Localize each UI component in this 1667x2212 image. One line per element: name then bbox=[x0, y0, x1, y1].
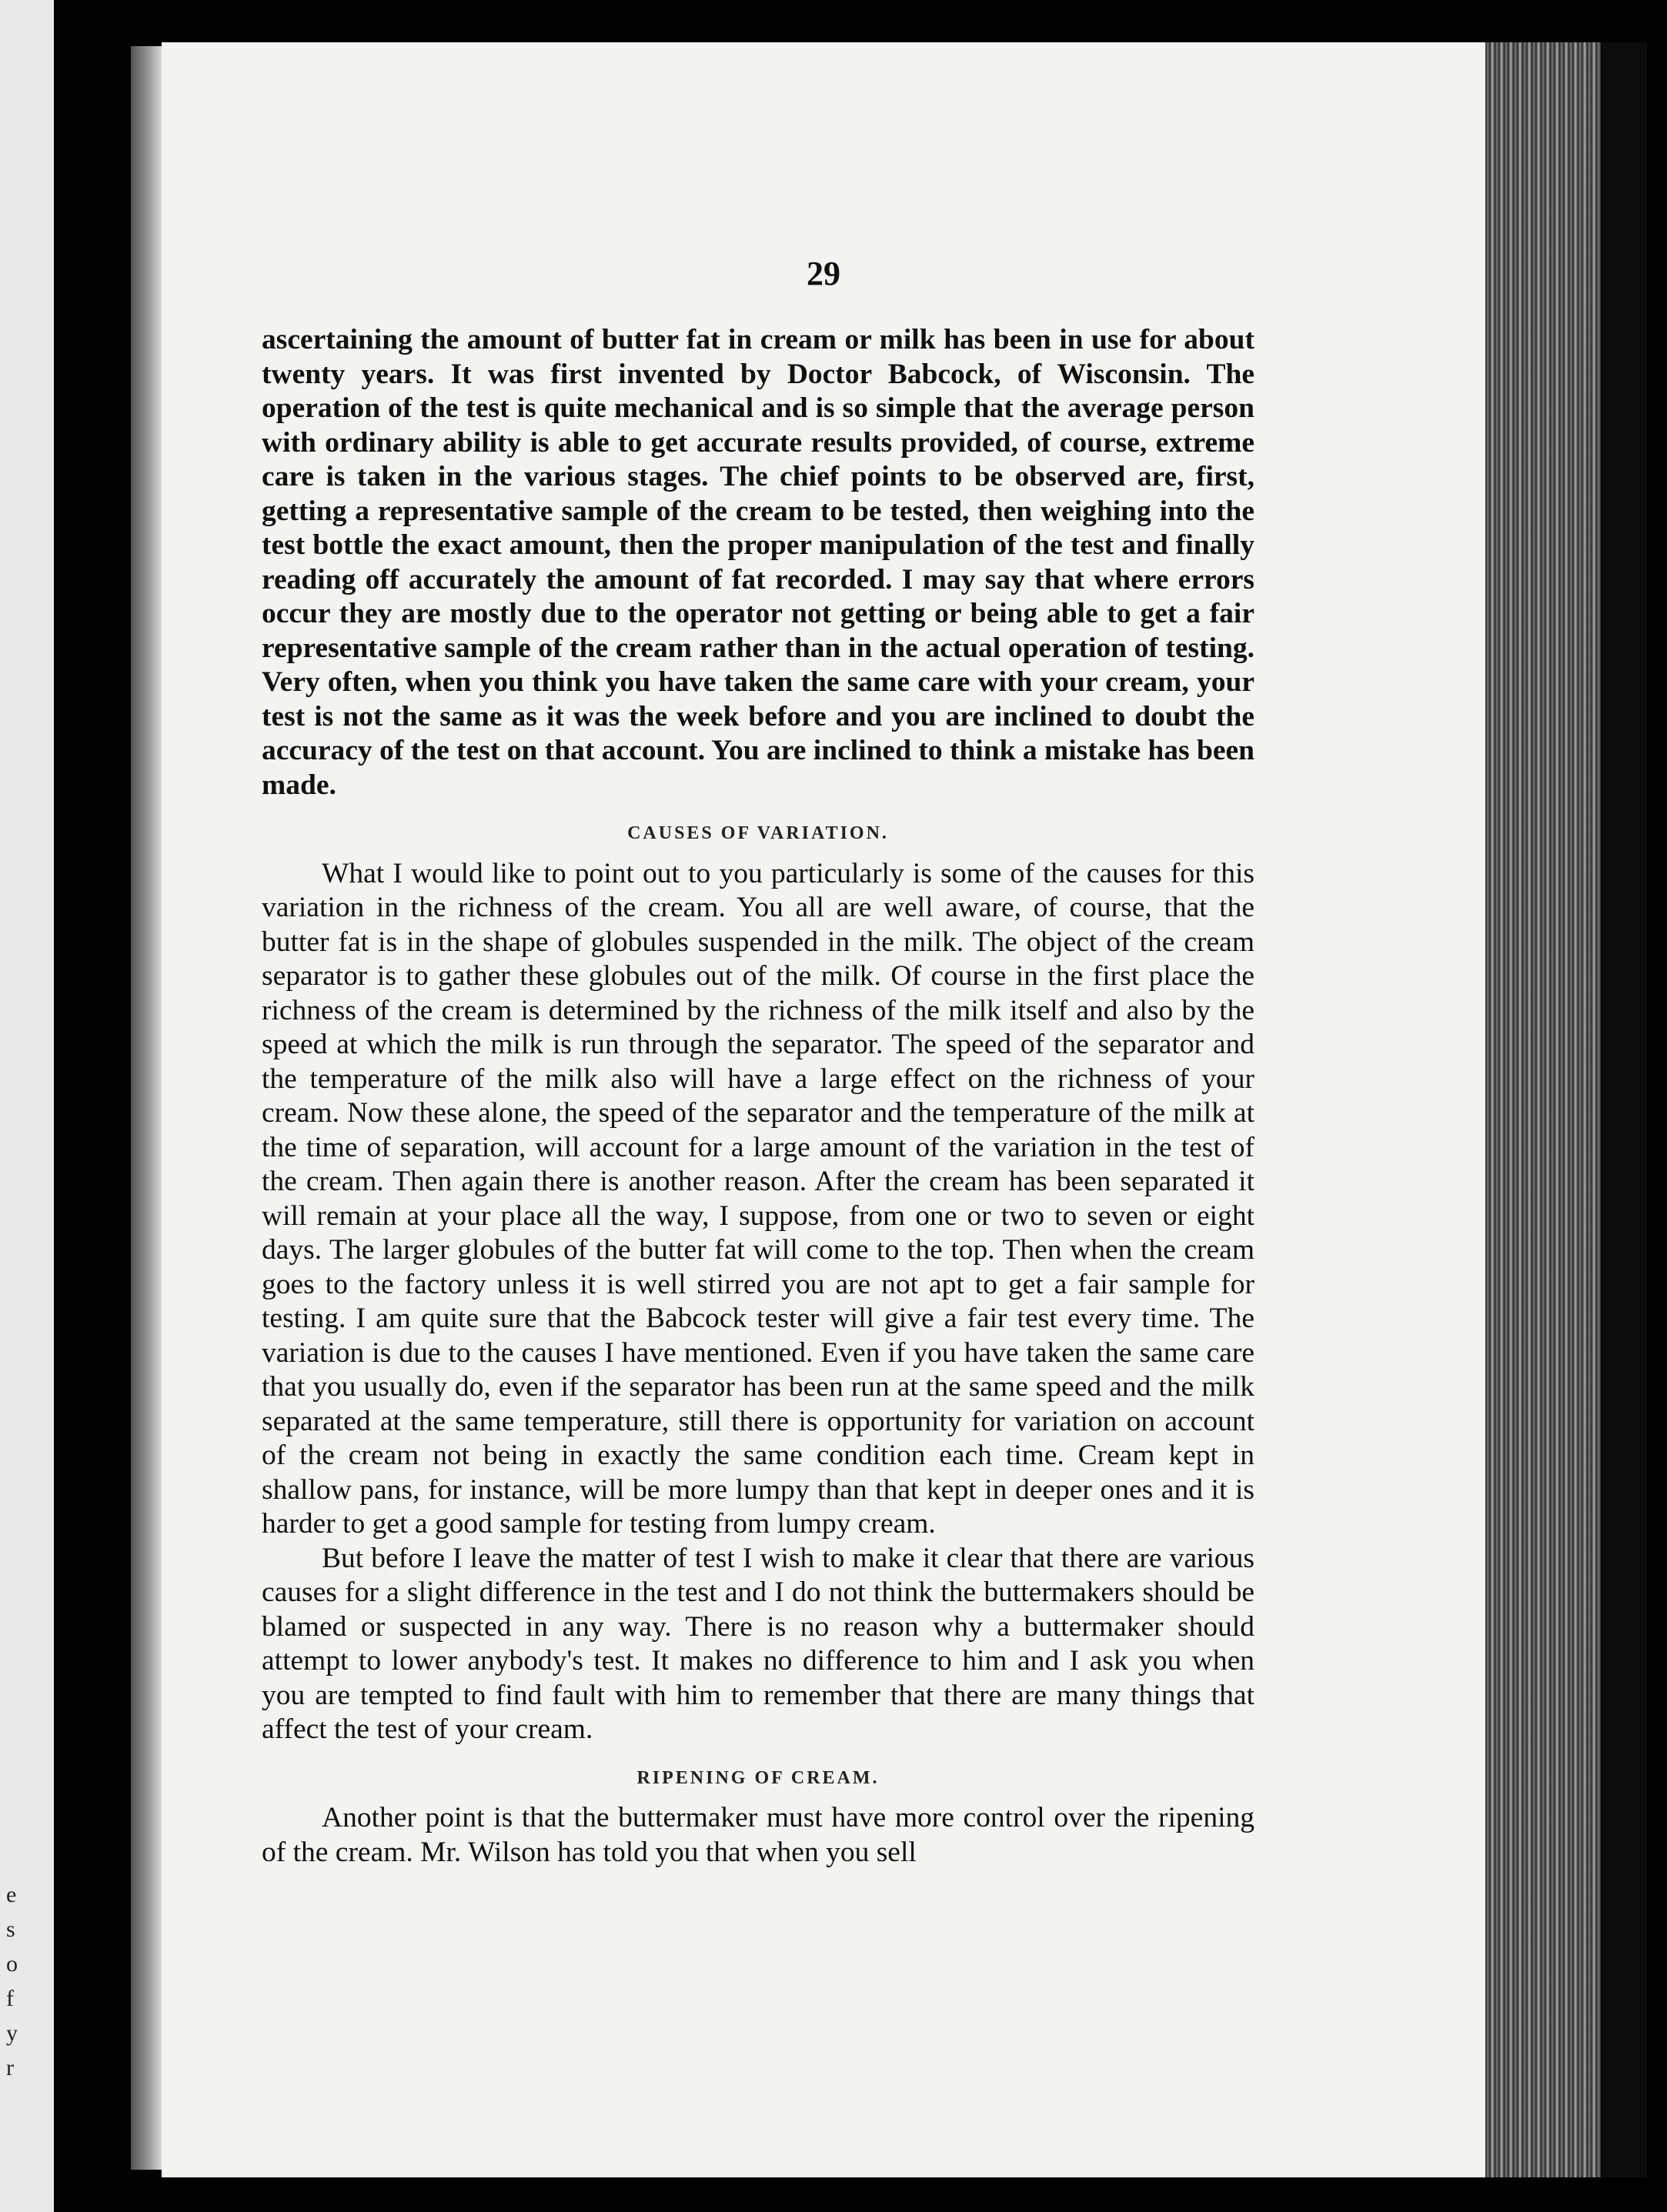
previous-page-sliver bbox=[0, 0, 54, 2212]
page-number: 29 bbox=[807, 255, 840, 292]
heading-ripening-of-cream: RIPENING OF CREAM. bbox=[636, 1767, 880, 1788]
margin-letter: r bbox=[6, 2055, 14, 2080]
book-page-edges bbox=[1485, 42, 1647, 2177]
paragraph-variation: What I would like to point out to you particularly is some of the causes for this variation in the richness of the cream. You all are well aware, of course, that the butter fat is in the shape of globules suspended in the milk. The object of the cream separator is to gather these globules out of the milk. Of course in the first place the richness of the cream is determined by the richness of the milk itself and also by the speed at which the milk is run through the separator. The speed of the separator and the temperature of the milk also will have a large effect on the richness of your cream. Now these alone, the speed of the separator and the temperature of the milk at the time of separation, will account for a large amount of the variation in the test of the cream. Then again there is another reason. After the cream has been separated it will remain at your place all the way, I suppose, from one or two to seven or eight days. The larger globules of the butter fat will come to the top. Then when the cream goes to the factory unless it is well stirred you are not apt to get a fair sample for testing. I am quite sure that the Babcock tester will give a fair test every time. The variation is due to the causes I have mentioned. Even if you have taken the same care that you usually do, even if the separator has been run at the same speed and the milk separated at the same temperature, still there is opportunity for variation on account of the cream not being in exactly the same condition each time. Cream kept in shallow pans, for instance, will be more lumpy than that kept in deeper ones and it is harder to get a good sample for testing from lumpy cream. bbox=[262, 857, 1254, 1540]
paragraph-blame: But before I leave the matter of test I wish to make it clear that there are various causes for a slight difference in the test and I do not think the buttermakers should be blamed or suspected in any way. There is no reason why a buttermaker should attempt to lower anybody's test. It makes no difference to him and I ask you when you are tempted to find fault with him to remember that there are many things that affect the test of your cream. bbox=[262, 1542, 1254, 1745]
margin-letter: e bbox=[6, 1882, 17, 1907]
margin-letter: o bbox=[6, 1951, 18, 1977]
paragraph-intro: ascertaining the amount of butter fat in cream or milk has been in use for about twenty years. It was first invented by Doctor Babcock, of Wisconsin. The operation of the test is quite mechanical and is so simple that the average person with ordinary ability is able to get accurate results provided, of course, extreme care is taken in the various stages. The chief points to be observed are, first, getting a representative sample of the cream to be tested, then weighing into the test bottle the exact amount, then the proper manipulation of the test and finally reading off accurately the amount of fat recorded. I may say that where errors occur they are mostly due to the operator not getting or being able to get a fair representative sample of the cream rather than in the actual operation of testing. Very often, when you think you have taken the same care with your cream, your test is not the same as it was the week before and you are inclined to doubt the accuracy of the test on that account. You are inclined to think a mistake has been made. bbox=[262, 324, 1254, 801]
scan-background-left bbox=[54, 0, 131, 2212]
previous-page-margin-text bbox=[6, 1877, 37, 2085]
margin-letter: f bbox=[6, 1986, 14, 2011]
paragraph-ripening: Another point is that the buttermaker must have more control over the ripening of the cream. Mr. Wilson has told you that when you sell bbox=[262, 1802, 1254, 1868]
heading-causes-of-variation: CAUSES OF VARIATION. bbox=[627, 823, 889, 843]
book-gutter bbox=[131, 46, 162, 2170]
margin-letter: s bbox=[6, 1917, 15, 1942]
margin-letter: y bbox=[6, 2020, 18, 2046]
book-page bbox=[162, 42, 1485, 2177]
page-body bbox=[262, 323, 1254, 1870]
